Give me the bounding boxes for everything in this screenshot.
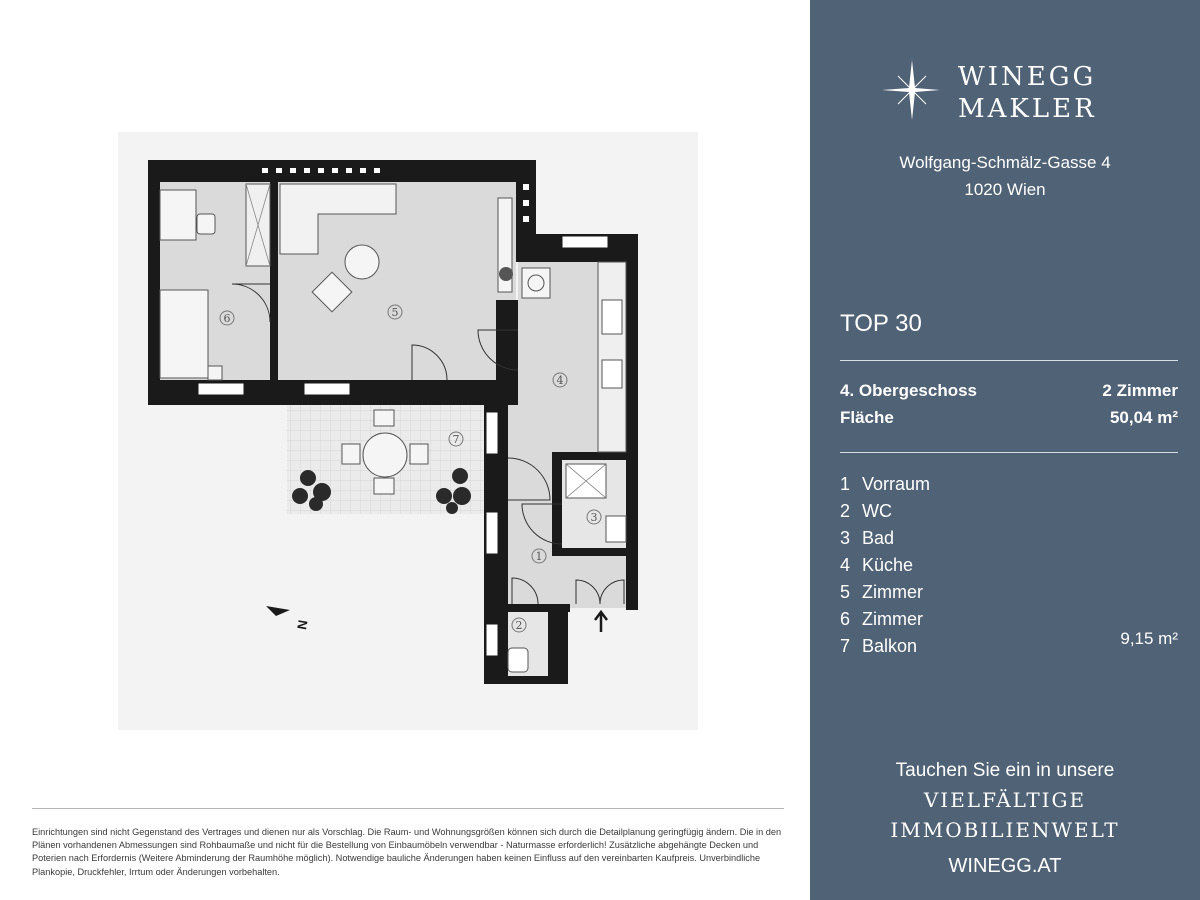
room-num: 7	[840, 636, 851, 656]
bed	[160, 290, 208, 378]
desk	[160, 190, 196, 240]
room-name: Balkon	[862, 636, 918, 656]
room-list-item	[840, 582, 923, 603]
info-sidebar	[810, 0, 1200, 900]
plan-label-2: 2	[515, 619, 523, 632]
area-value: 50,04 m²	[1109, 408, 1178, 427]
plant	[499, 267, 513, 281]
room-list-item	[840, 609, 923, 630]
room-name: WC	[862, 501, 892, 521]
kitchen-counter	[598, 262, 626, 452]
brand-name-line2: MAKLER	[958, 94, 1097, 124]
plan-label-3: 3	[590, 511, 598, 524]
compass-label: N	[294, 618, 311, 631]
room-list-item	[840, 636, 917, 657]
chair-desk	[197, 214, 215, 234]
room-list-item	[840, 474, 930, 495]
balcony-chair-2	[374, 478, 394, 494]
room-num: 3	[840, 528, 851, 548]
room-name: Zimmer	[862, 609, 923, 629]
toilet	[508, 648, 528, 672]
plan-label-5: 5	[391, 306, 399, 319]
balcony-chair-4	[410, 444, 428, 464]
room-list-item	[840, 555, 913, 576]
balcony-table	[363, 433, 407, 477]
round-table	[345, 245, 379, 279]
tagline-serif-2: IMMOBILIENWELT	[890, 818, 1120, 842]
room-name: Bad	[862, 528, 895, 548]
room-name: Küche	[862, 555, 914, 575]
plan-label-6: 6	[223, 312, 231, 325]
nightstand	[208, 366, 222, 380]
room-num: 2	[840, 501, 851, 521]
brand-name-line1: WINEGG	[958, 62, 1097, 92]
rule-top	[840, 360, 1178, 361]
room-name: Vorraum	[862, 474, 931, 494]
address-street: Wolfgang-Schmälz-Gasse 4	[899, 153, 1111, 172]
tagline-serif-1: VIELFÄLTIGE	[923, 788, 1087, 812]
balcony-chair-1	[374, 410, 394, 426]
plan-label-7: 7	[452, 433, 460, 446]
stove-box	[522, 268, 550, 298]
balcony-chair-3	[342, 444, 360, 464]
room-name: Zimmer	[862, 582, 923, 602]
rule-bottom	[840, 452, 1178, 453]
room-num: 1	[840, 474, 851, 494]
tagline: Tauchen Sie ein in unsere	[895, 760, 1115, 781]
room-list-item	[840, 528, 894, 549]
room-num: 6	[840, 609, 851, 629]
room-num: 4	[840, 555, 851, 575]
plan-label-1: 1	[535, 550, 543, 563]
plan-label-4: 4	[556, 374, 564, 387]
address-city: 1020 Wien	[964, 180, 1046, 199]
room-num: 5	[840, 582, 851, 602]
room-list-item	[840, 501, 892, 522]
hob	[602, 360, 622, 388]
floor-label: 4. Obergeschoss	[840, 381, 978, 400]
sink	[602, 300, 622, 334]
washbasin	[606, 516, 626, 542]
website-link[interactable]: WINEGG.AT	[948, 855, 1062, 877]
unit-title: TOP 30	[840, 310, 922, 337]
disclaimer: Einrichtungen sind nicht Gegenstand des Vertrages und dienen nur als Vorschlag. Die Raum- und Wohnungsgrößen können sich durch die Detailplanung geringfügig ändern. Die in den Plänen vorhandenen Abmessungen sind Rohbaumaße und nicht für die Bestellung von Einbaumöbeln verwendbar - Naturmasse erforderlich! Zusätzliche abgehängte Decken und Poterien nach Erfordernis (Weitere Abminderung der Raumhöhe möglich). Notwendige bauliche Änderungen haben keinen Einfluss auf den vereinbarten Kaufpreis. Unverbindliche Plankopie, Druckfehler, Irrtum oder Änderungen vorbehalten.	[32, 827, 782, 877]
balcony-area: 9,15 m²	[1120, 629, 1178, 648]
rooms-count: 2 Zimmer	[1102, 381, 1178, 400]
divider	[32, 808, 784, 809]
area-label: Fläche	[840, 408, 894, 427]
